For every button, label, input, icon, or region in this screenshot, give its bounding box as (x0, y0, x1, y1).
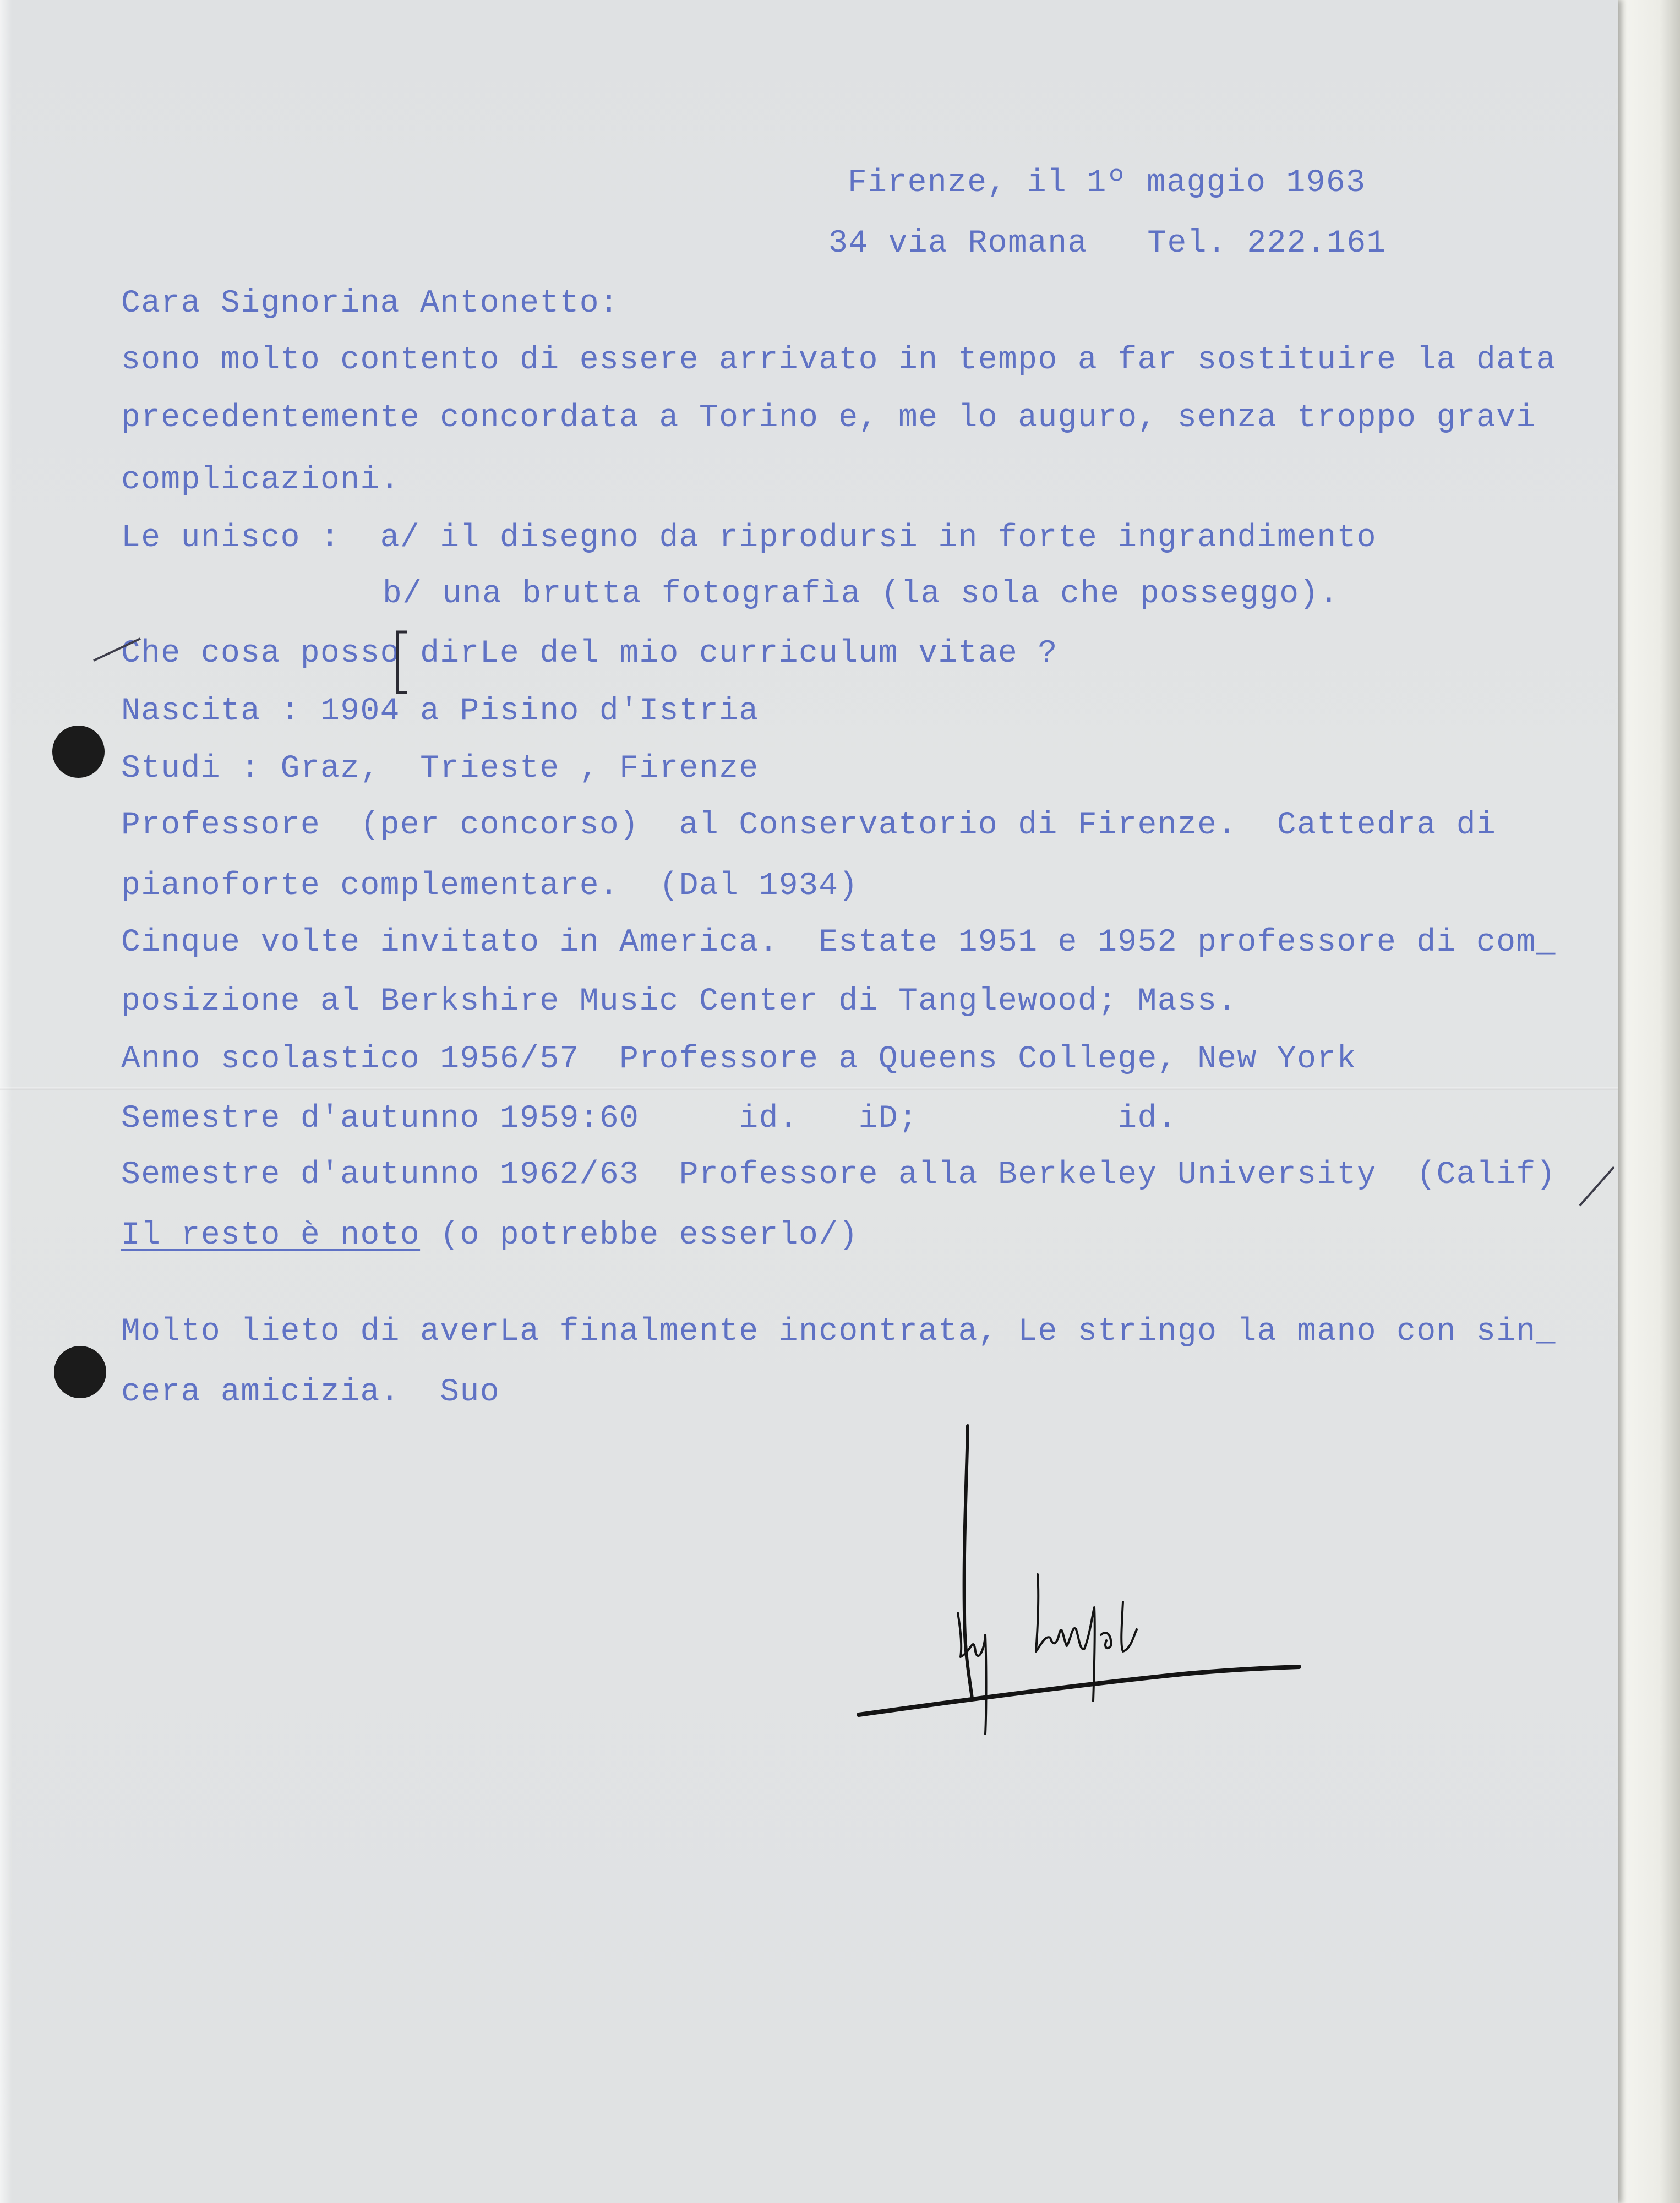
paragraph-line: precedentemente concordata a Torino e, me lo auguro, senza troppo gravi (121, 400, 1536, 436)
handwritten-signature (848, 1415, 1310, 1745)
paper-edge-strip (1610, 0, 1680, 2203)
attachment-line: Le unisco : a/ il disegno da riprodursi in forte ingrandimento (121, 520, 1377, 556)
punch-hole-bottom (54, 1346, 106, 1398)
cv-line: Anno scolastico 1956/57 Professore a Queens College, New York (121, 1041, 1357, 1077)
question-line: Che cosa posso dirLe del mio curriculum vitae ? (121, 636, 1058, 672)
cv-line: Semestre d'autunno 1962/63 Professore alla Berkeley University (Calif) (121, 1157, 1556, 1193)
punch-hole-top (52, 726, 105, 778)
cv-line: Professore (per concorso) al Conservatorio di Firenze. Cattedra di (121, 808, 1497, 843)
closing-line: cera amicizia. Suo (121, 1375, 500, 1410)
page-left-edge (0, 0, 12, 2203)
correction-bracket-mark (391, 628, 413, 705)
attachment-line: b/ una brutta fotografìa (la sola che posseggo). (383, 576, 1339, 612)
margin-slash-mark (1574, 1156, 1618, 1211)
closing-line: Molto lieto di averLa finalmente incontrata, Le stringo la mano con sin_ (121, 1314, 1556, 1350)
correction-slash-mark (88, 628, 149, 677)
cv-line: Nascita : 1904 a Pisino d'Istria (121, 694, 759, 729)
rest-underlined-text: Il resto è noto (121, 1218, 421, 1253)
cv-line: Cinque volte invitato in America. Estate 1951 e 1952 professore di com_ (121, 925, 1556, 961)
cv-line: pianoforte complementare. (Dal 1934) (121, 868, 859, 904)
cv-line: Studi : Graz, Trieste , Firenze (121, 751, 759, 787)
paragraph-line: complicazioni. (121, 462, 400, 498)
address-line: 34 via Romana Tel. 222.161 (828, 226, 1387, 261)
cv-line: posizione al Berkshire Music Center di Tanglewood; Mass. (121, 984, 1237, 1019)
paragraph-line: sono molto contento di essere arrivato in tempo a far sostituire la data (121, 342, 1556, 378)
date-line: Firenze, il 1º maggio 1963 (848, 165, 1366, 201)
cv-line: Semestre d'autunno 1959:60 id. iD; id. (121, 1101, 1177, 1137)
salutation: Cara Signorina Antonetto: (121, 286, 620, 321)
rest-tail-text: (o potrebbe esserlo/) (420, 1218, 859, 1253)
rest-line (121, 1217, 859, 1255)
paper-fold (0, 1087, 1618, 1090)
